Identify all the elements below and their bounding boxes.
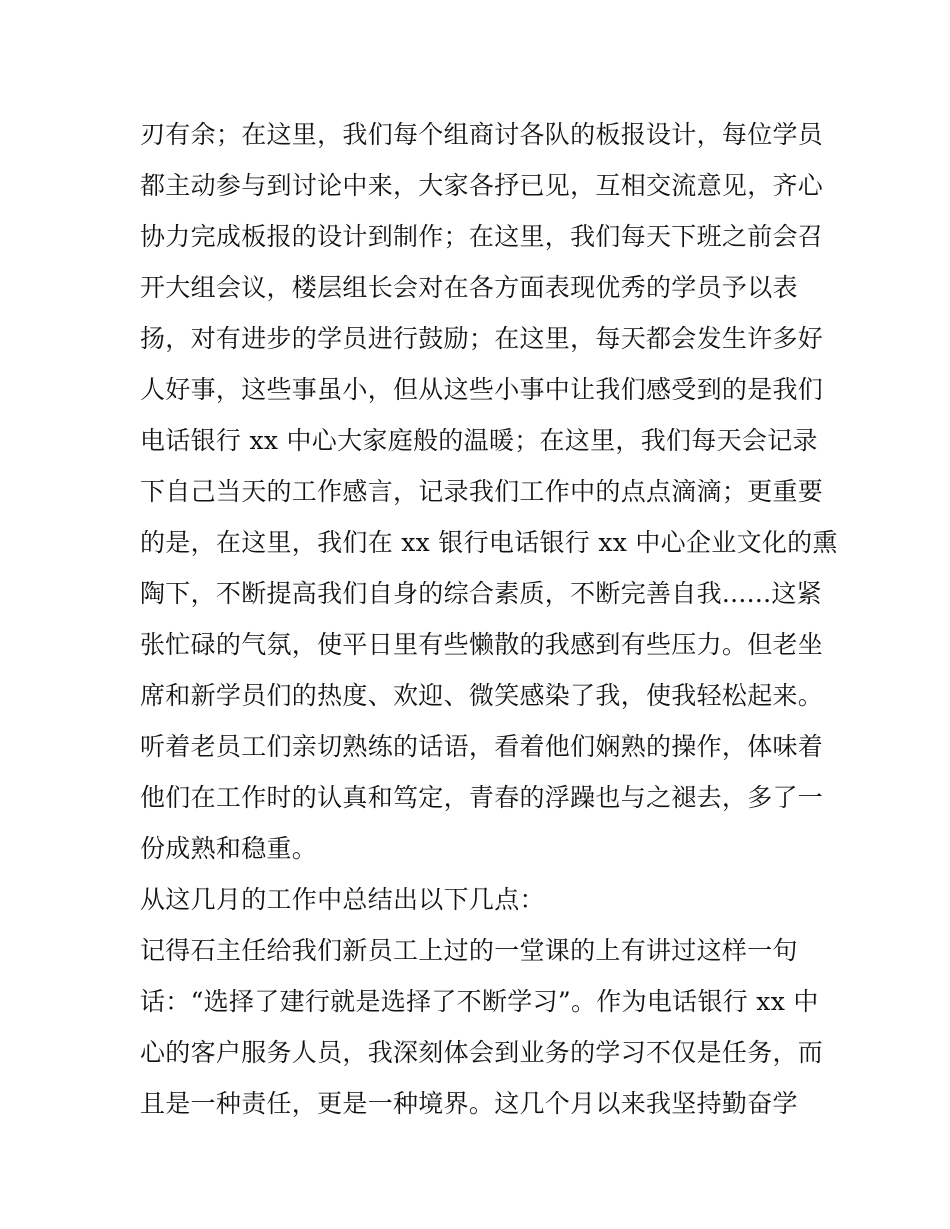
text-line: 记得石主任给我们新员工上过的一堂课的上有讲过这样一句	[140, 936, 798, 965]
text-line: 份成熟和稳重。	[140, 834, 318, 863]
text-line: 开大组会议，楼层组长会对在各方面表现优秀的学员予以表	[140, 273, 798, 302]
text-line: 下自己当天的工作感言，记录我们工作中的点点滴滴；更重要	[140, 477, 824, 506]
text-line: 席和新学员们的热度、欢迎、微笑感染了我，使我轻松起来。	[140, 681, 824, 710]
text-line: 他们在工作时的认真和笃定，青春的浮躁也与之褪去，多了一	[140, 783, 824, 812]
text-line: 张忙碌的气氛，使平日里有些懒散的我感到有些压力。但老坐	[140, 630, 824, 659]
text-line: 且是一种责任，更是一种境界。这几个月以来我坚持勤奋学	[140, 1089, 798, 1118]
section-heading-line: 从这几月的工作中总结出以下几点：	[140, 885, 545, 914]
text-line: 话：“选择了建行就是选择了不断学习”。作为电话银行 xx 中	[140, 987, 819, 1016]
text-line: 扬，对有进步的学员进行鼓励；在这里，每天都会发生许多好	[140, 324, 824, 353]
text-line: 的是，在这里，我们在 xx 银行电话银行 xx 中心企业文化的熏	[140, 528, 838, 557]
text-line: 电话银行 xx 中心大家庭般的温暖；在这里，我们每天会记录	[140, 426, 818, 455]
body-text	[140, 109, 838, 1129]
text-line: 听着老员工们亲切熟练的话语，看着他们娴熟的操作，体味着	[140, 732, 824, 761]
text-line: 都主动参与到讨论中来，大家各抒已见，互相交流意见，齐心	[140, 171, 824, 200]
text-line: 协力完成板报的设计到制作；在这里，我们每天下班之前会召	[140, 222, 824, 251]
text-line: 心的客户服务人员，我深刻体会到业务的学习不仅是任务，而	[140, 1038, 824, 1067]
text-line: 陶下，不断提高我们自身的综合素质，不断完善自我......这紧	[140, 579, 822, 608]
text-line: 刃有余；在这里，我们每个组商讨各队的板报设计，每位学员	[140, 120, 824, 149]
text-line: 人好事，这些事虽小，但从这些小事中让我们感受到的是我们	[140, 375, 824, 404]
